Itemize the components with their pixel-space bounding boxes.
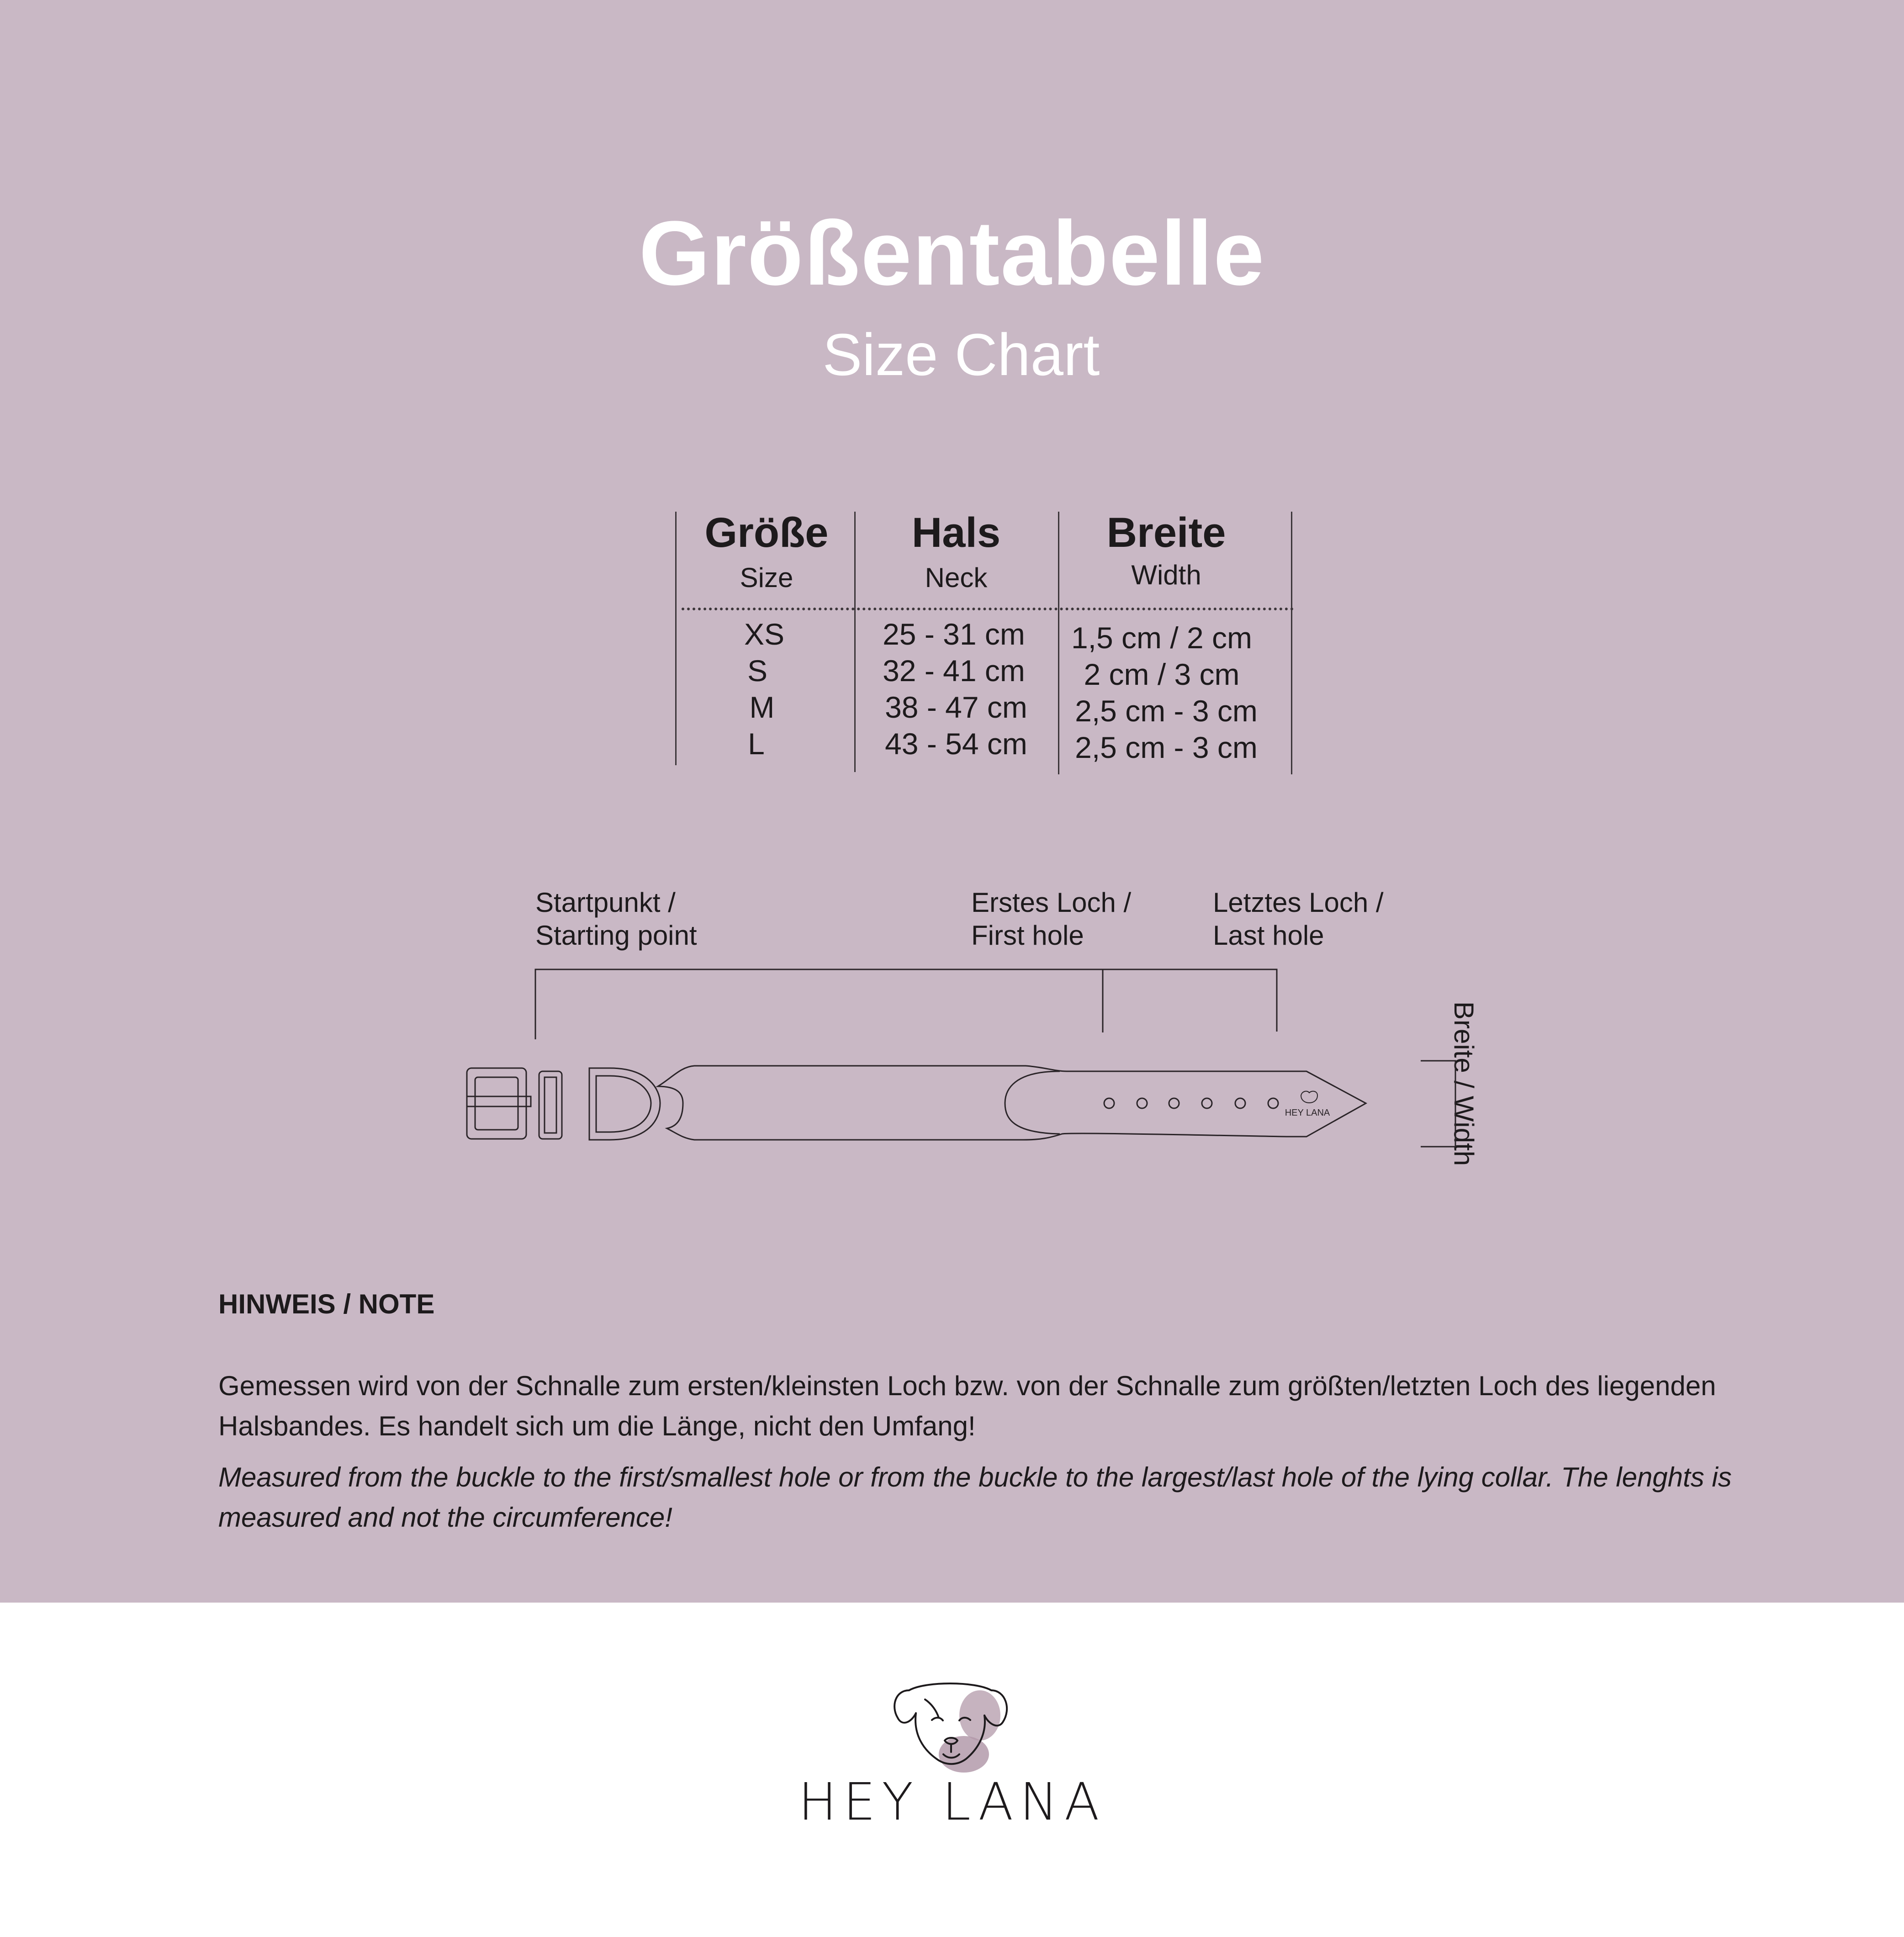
page-subtitle: Size Chart — [822, 321, 1100, 388]
column-header: Hals — [911, 509, 1001, 556]
collar-hole — [1268, 1098, 1278, 1108]
collar-holes — [1104, 1098, 1278, 1108]
column-subheader: Width — [1131, 560, 1201, 590]
collar-hole — [1202, 1098, 1212, 1108]
table-cell: 43 - 54 cm — [885, 727, 1027, 761]
collar-hole — [1169, 1098, 1179, 1108]
starting-point-label: Startpunkt / Starting point — [535, 887, 697, 951]
table-cell: M — [749, 690, 775, 724]
first-hole-label: Erstes Loch / First hole — [971, 887, 1132, 951]
note-heading: HINWEIS / NOTE — [218, 1289, 435, 1319]
collar-keeper — [1005, 1071, 1060, 1134]
table-cell: 1,5 cm / 2 cm — [1071, 621, 1253, 655]
table-cell: 25 - 31 cm — [883, 617, 1025, 651]
column-header: Größe — [704, 509, 829, 556]
collar-logo-icon — [1301, 1091, 1317, 1103]
collar-brand-text: HEY LANA — [1285, 1108, 1330, 1118]
collar-strap — [658, 1066, 1366, 1140]
table-cell: 2 cm / 3 cm — [1084, 657, 1240, 691]
d-ring-icon — [589, 1068, 660, 1140]
brand-name: HEY LANA — [798, 1773, 1106, 1832]
table-cell: 32 - 41 cm — [883, 654, 1025, 688]
column-subheader: Neck — [925, 562, 988, 593]
table-cell: 2,5 cm - 3 cm — [1075, 730, 1258, 764]
table-cell: S — [747, 654, 768, 688]
page-title: Größentabelle — [639, 202, 1265, 304]
measure-bracket — [535, 969, 1277, 1039]
width-bracket — [1421, 1061, 1455, 1147]
note-english-text: Measured from the buckle to the first/smallest hole or from the buckle to the largest/last hole of the lying collar. The lenghts is measured and not the circumference! — [218, 1462, 1732, 1533]
buckle-icon — [467, 1068, 562, 1139]
note-german-text: Gemessen wird von der Schnalle zum ersten/kleinsten Loch bzw. von der Schnalle zum größten/letzten Loch des liegenden Halsbandes. Es handelt sich um die Länge, nicht den Umfang! — [218, 1371, 1716, 1441]
table-cell: XS — [744, 617, 785, 651]
width-dimension-label: Breite / Width — [1449, 1001, 1479, 1166]
table-cell: L — [748, 727, 765, 761]
collar-hole — [1235, 1098, 1245, 1108]
column-subheader: Size — [740, 562, 793, 593]
collar-hole — [1104, 1098, 1114, 1108]
dog-logo-icon — [882, 1672, 1019, 1777]
column-header: Breite — [1106, 509, 1226, 556]
table-cell: 2,5 cm - 3 cm — [1075, 694, 1258, 728]
table-cell: 38 - 47 cm — [885, 690, 1027, 724]
collar-hole — [1137, 1098, 1147, 1108]
last-hole-label: Letztes Loch / Last hole — [1213, 887, 1384, 951]
